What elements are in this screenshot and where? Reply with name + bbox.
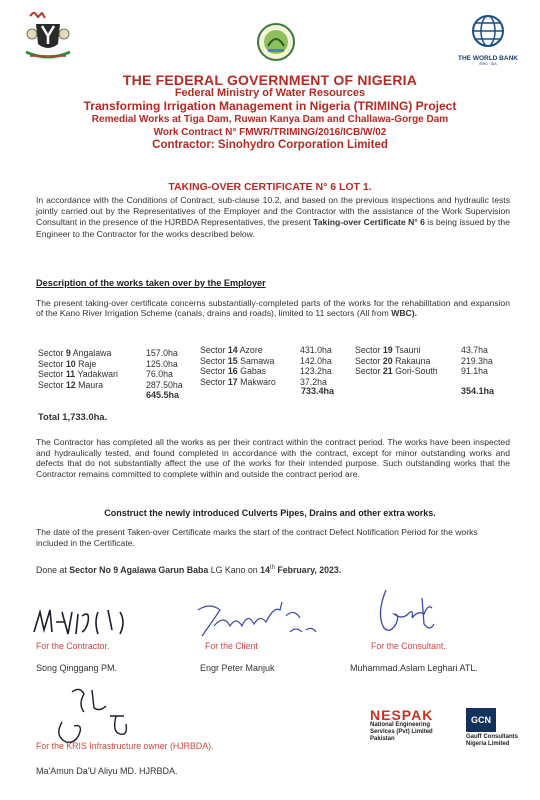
sector-area: 142.0ha xyxy=(300,355,332,366)
contractor-name: Contractor: Sinohydro Corporation Limited xyxy=(152,139,388,151)
sector-name: Sector 14 Azore xyxy=(200,345,263,355)
sector-column-2 xyxy=(200,345,332,387)
sector-row xyxy=(38,369,183,380)
sector-name: Sector 20 Rakauna xyxy=(355,355,431,366)
sector-name: Sector 15 Samawa xyxy=(200,355,275,366)
owner-signatory: Ma'Amun Da'U Aliyu MD. HJRBDA. xyxy=(36,766,178,776)
works-title: Remedial Works at Tiga Dam, Ruwan Kanya Dam and Challawa-Gorge Dam xyxy=(91,114,449,125)
sector-column-3 xyxy=(355,345,493,377)
world-bank-name: THE WORLD BANK xyxy=(458,55,518,62)
consultant-signature xyxy=(370,584,450,640)
sector-area: 123.2ha xyxy=(300,366,332,377)
world-bank-globe-icon xyxy=(471,14,505,48)
scope-paragraph: The present taking-over certificate concerns substantially-completed parts of the works for the rehabilitation and expansion of the Kano River Irrigation Scheme (canals, drains and roads), limited to 11 sectors (All from WBC). xyxy=(36,298,510,319)
sector-row xyxy=(200,345,332,356)
nespak-logo xyxy=(370,709,460,743)
sector-name: Sector 9 Angalawa xyxy=(38,348,112,358)
nespak-mark: NESPAK xyxy=(370,707,434,723)
sector-name: Sector 19 Tsauni xyxy=(355,345,421,355)
sector-name: Sector 11 Yadakwari xyxy=(38,369,118,380)
completion-paragraph: The Contractor has completed all the works as per their contract within the contract period. The works have been inspected and hydraulically tested, and found completed in accordance with the contract, except for minor outstanding works and defects that do not substantially affect the use of the works for their intended purpose. Such outstanding works that the Contractor remains committed to complete within and outside the contract period are. xyxy=(36,437,510,479)
sector-area: 43.7ha xyxy=(461,345,488,355)
for-client-label: For the Client xyxy=(205,641,258,651)
ministry-title: Federal Ministry of Water Resources xyxy=(174,87,366,99)
contract-number: Work Contract N° FMWR/TRIMING/2016/ICB/W/02 xyxy=(153,127,387,138)
world-bank-logo xyxy=(448,14,528,70)
intro-paragraph: In accordance with the Conditions of Contract, sub-clause 10.2, and based on the previous inspections and hydraulic tests jointly carried out by the Representatives of the Employer and the Contractor with the assistance of the Work Supervision Consultant in the presence of the HJRBDA Representatives, the present Taking-over Certificate N° 6 is being issued by the Engineer to the Contractor for the works described below. xyxy=(36,195,510,239)
sector-name: Sector 12 Maura xyxy=(38,379,104,390)
certificate-title: TAKING-OVER CERTIFICATE N° 6 LOT 1. xyxy=(168,181,372,193)
consultant-signatory: Muhammad.Aslam Leghari ATL. xyxy=(350,663,478,673)
sector-area: 431.0ha xyxy=(300,345,332,355)
sector-name: Sector 17 Makwaro xyxy=(200,376,276,387)
sector-area: 219.3ha xyxy=(461,355,493,366)
total-area: Total 1,733.0ha. xyxy=(38,411,108,422)
sector-row xyxy=(200,366,332,377)
sector-row xyxy=(355,356,493,367)
subtotal-column-3: 354.1ha xyxy=(461,386,495,396)
sector-area: 37.2ha xyxy=(300,376,327,387)
sector-area: 76.0ha xyxy=(146,369,173,380)
sector-area: 125.0ha xyxy=(146,358,178,369)
sector-row xyxy=(38,380,183,391)
government-title: THE FEDERAL GOVERNMENT OF NIGERIA xyxy=(122,72,418,88)
sector-area: 157.0ha xyxy=(146,348,178,358)
notice-paragraph: The date of the present Taken-over Certificate marks the start of the contract Defect Notification Period for the works included in the Certificate. xyxy=(36,527,478,548)
sector-area: 91.1ha xyxy=(461,366,488,377)
outstanding-works: Construct the newly introduced Culverts Pipes, Drains and other extra works. xyxy=(104,508,436,518)
project-title: Transforming Irrigation Management in Nigeria (TRIMING) Project xyxy=(83,99,457,113)
sector-row xyxy=(355,366,493,377)
sector-name: Sector 10 Raje xyxy=(38,358,97,369)
sector-row xyxy=(38,359,183,370)
gcn-logo xyxy=(466,708,532,748)
world-bank-sub: IBRD · IDA xyxy=(479,62,497,66)
gcn-mark: GCN xyxy=(466,708,496,732)
nigeria-coat-of-arms-icon xyxy=(20,12,76,64)
for-contractor-label: For the Contractor. xyxy=(36,641,110,651)
sector-name: Sector 16 Gabas xyxy=(200,366,267,377)
contractor-signatory: Song Qinggang PM. xyxy=(36,663,118,673)
document-header xyxy=(0,74,540,152)
subtotal-column-1: 645.5ha xyxy=(146,390,180,400)
sector-row xyxy=(38,348,183,359)
sector-name: Sector 21 Gori-South xyxy=(355,366,438,377)
sector-row xyxy=(200,356,332,367)
nespak-text: National Engineering Services (Pvt) Limited Pakistan xyxy=(370,722,433,742)
for-owner-label: For the KRIS Infrastructure owner (HJRBDA). xyxy=(36,741,214,751)
sector-row xyxy=(355,345,493,356)
done-at-line: Done at Sector No 9 Agalawa Garun Baba LG Kano on 14th February, 2023. xyxy=(36,565,342,575)
client-signatory: Engr Peter Manjuk xyxy=(200,663,275,673)
gcn-text: Gauff Consultants Nigeria Limited xyxy=(466,734,518,747)
description-heading: Description of the works taken over by the Employer xyxy=(36,278,266,288)
triming-logo-icon xyxy=(256,22,296,62)
sector-area: 287.50ha xyxy=(146,379,183,390)
contractor-signature xyxy=(28,602,158,646)
subtotal-column-2: 733.4ha xyxy=(301,386,335,396)
sector-column-1 xyxy=(38,348,183,390)
for-consultant-label: For the Consultant. xyxy=(371,641,446,651)
